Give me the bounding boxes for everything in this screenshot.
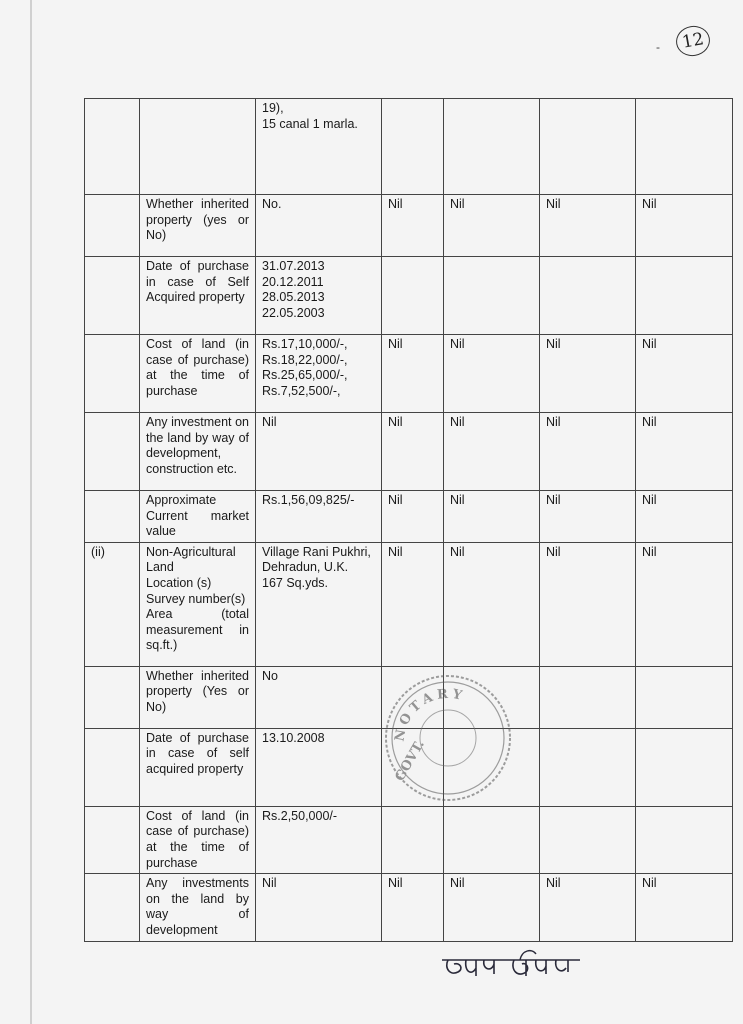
details-cell: Rs.17,10,000/-, Rs.18,22,000/-, Rs.25,65,000/-, Rs.7,52,500/-, <box>256 335 382 413</box>
details-cell: No <box>256 666 382 728</box>
description-cell: Non-Agricultural Land Location (s) Survey number(s) Area (total measurement in sq.ft.) <box>140 542 256 666</box>
value-cell-2 <box>444 728 540 806</box>
details-cell: Rs.2,50,000/- <box>256 806 382 873</box>
serial-cell <box>85 874 140 941</box>
asset-declaration-table <box>84 98 733 942</box>
table-row <box>85 728 733 806</box>
value-cell-4: Nil <box>636 413 733 491</box>
serial-cell <box>85 666 140 728</box>
value-cell-3: Nil <box>540 542 636 666</box>
value-cell-1: Nil <box>382 542 444 666</box>
value-cell-2: Nil <box>444 874 540 941</box>
table-row <box>85 666 733 728</box>
value-cell-3: Nil <box>540 491 636 543</box>
details-cell: Rs.1,56,09,825/- <box>256 491 382 543</box>
value-cell-1 <box>382 728 444 806</box>
description-cell <box>140 99 256 195</box>
description-cell: Approximate Current market value <box>140 491 256 543</box>
serial-cell <box>85 491 140 543</box>
svg-text:NOTARY: NOTARY <box>392 686 468 743</box>
description-cell: Any investments on the land by way of development <box>140 874 256 941</box>
serial-cell: (ii) <box>85 542 140 666</box>
details-cell: 31.07.2013 20.12.2011 28.05.2013 22.05.2003 <box>256 257 382 335</box>
value-cell-4: Nil <box>636 491 733 543</box>
value-cell-1: Nil <box>382 491 444 543</box>
value-cell-3: Nil <box>540 874 636 941</box>
value-cell-4: Nil <box>636 542 733 666</box>
value-cell-4 <box>636 728 733 806</box>
value-cell-2 <box>444 806 540 873</box>
serial-cell <box>85 413 140 491</box>
details-cell: 13.10.2008 <box>256 728 382 806</box>
page-number-tick: - <box>656 40 660 54</box>
value-cell-2: Nil <box>444 335 540 413</box>
table-row <box>85 195 733 257</box>
description-cell: Date of purchase in case of self acquired property <box>140 728 256 806</box>
value-cell-1: Nil <box>382 335 444 413</box>
value-cell-3 <box>540 99 636 195</box>
svg-text:GOVT.: GOVT. <box>392 737 428 784</box>
value-cell-1 <box>382 806 444 873</box>
description-cell: Any investment on the land by way of development, construction etc. <box>140 413 256 491</box>
value-cell-4 <box>636 666 733 728</box>
value-cell-3 <box>540 728 636 806</box>
value-cell-1 <box>382 99 444 195</box>
table-row <box>85 413 733 491</box>
value-cell-2: Nil <box>444 413 540 491</box>
serial-cell <box>85 335 140 413</box>
value-cell-2 <box>444 99 540 195</box>
value-cell-1 <box>382 257 444 335</box>
details-cell: Nil <box>256 874 382 941</box>
details-cell: No. <box>256 195 382 257</box>
value-cell-4: Nil <box>636 195 733 257</box>
value-cell-2 <box>444 666 540 728</box>
value-cell-3 <box>540 666 636 728</box>
details-cell: Village Rani Pukhri, Dehradun, U.K. 167 Sq.yds. <box>256 542 382 666</box>
value-cell-1 <box>382 666 444 728</box>
details-cell: 19), 15 canal 1 marla. <box>256 99 382 195</box>
description-cell: Cost of land (in case of purchase) at the time of purchase <box>140 335 256 413</box>
description-cell: Whether inherited property (Yes or No) <box>140 666 256 728</box>
serial-cell <box>85 99 140 195</box>
value-cell-1: Nil <box>382 874 444 941</box>
value-cell-1: Nil <box>382 413 444 491</box>
value-cell-2 <box>444 257 540 335</box>
serial-cell <box>85 806 140 873</box>
serial-cell <box>85 195 140 257</box>
value-cell-3: Nil <box>540 195 636 257</box>
value-cell-2: Nil <box>444 542 540 666</box>
description-cell: Whether inherited property (yes or No) <box>140 195 256 257</box>
value-cell-3: Nil <box>540 413 636 491</box>
value-cell-4 <box>636 806 733 873</box>
value-cell-4: Nil <box>636 335 733 413</box>
page-edge <box>30 0 32 1024</box>
value-cell-4 <box>636 99 733 195</box>
description-cell: Cost of land (in case of purchase) at the time of purchase <box>140 806 256 873</box>
value-cell-3 <box>540 257 636 335</box>
value-cell-4 <box>636 257 733 335</box>
value-cell-3 <box>540 806 636 873</box>
value-cell-4: Nil <box>636 874 733 941</box>
details-cell: Nil <box>256 413 382 491</box>
table-row <box>85 257 733 335</box>
table-row <box>85 491 733 543</box>
value-cell-2: Nil <box>444 491 540 543</box>
value-cell-1: Nil <box>382 195 444 257</box>
description-cell: Date of purchase in case of Self Acquired property <box>140 257 256 335</box>
serial-cell <box>85 257 140 335</box>
table-row <box>85 335 733 413</box>
table-row <box>85 874 733 941</box>
page-number: 12 <box>674 23 713 58</box>
serial-cell <box>85 728 140 806</box>
value-cell-2: Nil <box>444 195 540 257</box>
table-row <box>85 542 733 666</box>
table-row <box>85 99 733 195</box>
signature <box>436 942 586 984</box>
value-cell-3: Nil <box>540 335 636 413</box>
table-row <box>85 806 733 873</box>
